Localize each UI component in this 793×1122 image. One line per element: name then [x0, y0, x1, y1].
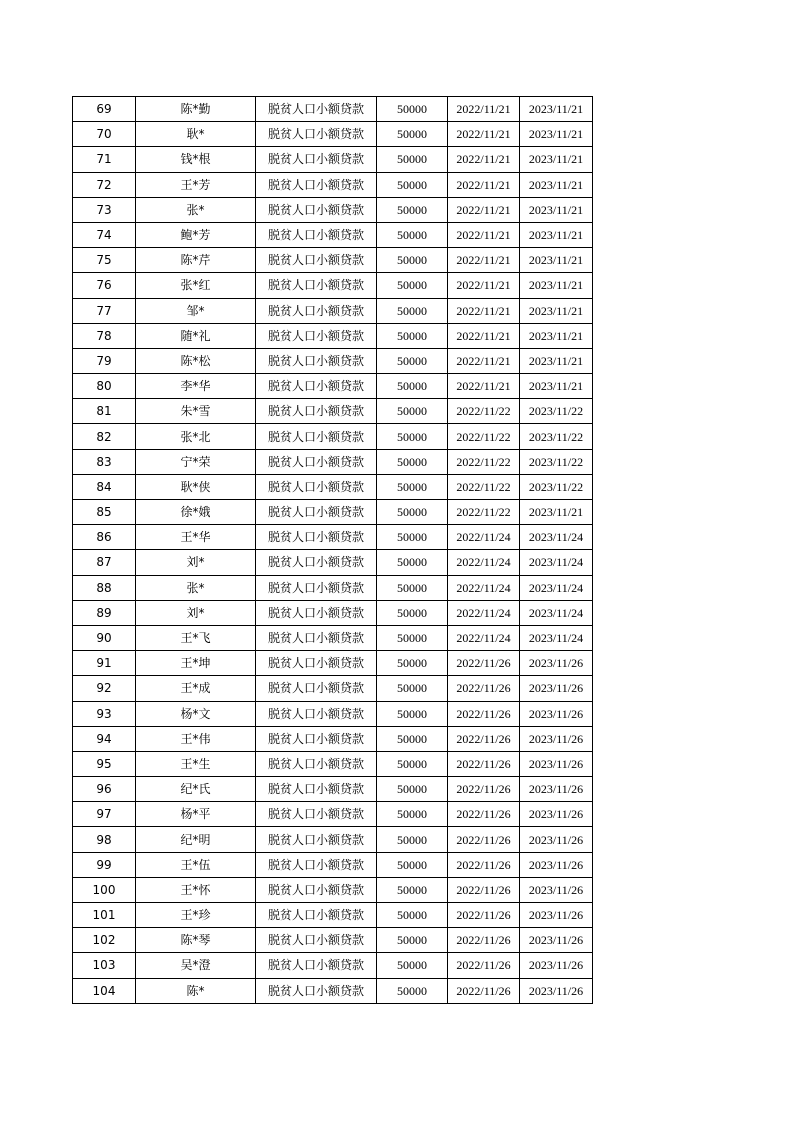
loan-type-cell: 脱贫人口小额贷款	[256, 726, 377, 751]
end-date-cell: 2023/11/21	[520, 122, 593, 147]
row-number-cell: 75	[73, 248, 136, 273]
loan-table-body	[73, 97, 593, 1004]
loan-type-cell: 脱贫人口小额贷款	[256, 827, 377, 852]
borrower-name-cell: 耿*侠	[136, 474, 256, 499]
end-date-cell: 2023/11/26	[520, 877, 593, 902]
borrower-name-cell: 张*北	[136, 424, 256, 449]
loan-type-cell: 脱贫人口小额贷款	[256, 500, 377, 525]
loan-amount-cell: 50000	[377, 827, 448, 852]
table-row	[73, 903, 593, 928]
table-row	[73, 550, 593, 575]
end-date-cell: 2023/11/26	[520, 827, 593, 852]
table-row	[73, 625, 593, 650]
loan-type-cell: 脱贫人口小额贷款	[256, 751, 377, 776]
loan-amount-cell: 50000	[377, 222, 448, 247]
table-row	[73, 676, 593, 701]
end-date-cell: 2023/11/26	[520, 903, 593, 928]
loan-type-cell: 脱贫人口小额贷款	[256, 575, 377, 600]
start-date-cell: 2022/11/26	[448, 953, 520, 978]
start-date-cell: 2022/11/21	[448, 197, 520, 222]
loan-type-cell: 脱贫人口小额贷款	[256, 374, 377, 399]
loan-type-cell: 脱贫人口小额贷款	[256, 348, 377, 373]
loan-type-cell: 脱贫人口小额贷款	[256, 424, 377, 449]
start-date-cell: 2022/11/22	[448, 500, 520, 525]
row-number-cell: 74	[73, 222, 136, 247]
row-number-cell: 93	[73, 701, 136, 726]
loan-amount-cell: 50000	[377, 122, 448, 147]
loan-amount-cell: 50000	[377, 676, 448, 701]
row-number-cell: 99	[73, 852, 136, 877]
row-number-cell: 88	[73, 575, 136, 600]
loan-amount-cell: 50000	[377, 978, 448, 1003]
table-row	[73, 726, 593, 751]
start-date-cell: 2022/11/21	[448, 323, 520, 348]
row-number-cell: 72	[73, 172, 136, 197]
table-row	[73, 374, 593, 399]
loan-type-cell: 脱贫人口小额贷款	[256, 802, 377, 827]
end-date-cell: 2023/11/26	[520, 852, 593, 877]
loan-type-cell: 脱贫人口小额贷款	[256, 928, 377, 953]
row-number-cell: 100	[73, 877, 136, 902]
loan-amount-cell: 50000	[377, 600, 448, 625]
end-date-cell: 2023/11/24	[520, 575, 593, 600]
end-date-cell: 2023/11/21	[520, 248, 593, 273]
end-date-cell: 2023/11/22	[520, 449, 593, 474]
loan-type-cell: 脱贫人口小额贷款	[256, 122, 377, 147]
loan-amount-cell: 50000	[377, 97, 448, 122]
table-row	[73, 298, 593, 323]
start-date-cell: 2022/11/26	[448, 978, 520, 1003]
table-row	[73, 827, 593, 852]
end-date-cell: 2023/11/22	[520, 424, 593, 449]
end-date-cell: 2023/11/22	[520, 474, 593, 499]
loan-type-cell: 脱贫人口小额贷款	[256, 147, 377, 172]
borrower-name-cell: 李*华	[136, 374, 256, 399]
row-number-cell: 102	[73, 928, 136, 953]
start-date-cell: 2022/11/26	[448, 751, 520, 776]
loan-type-cell: 脱贫人口小额贷款	[256, 248, 377, 273]
row-number-cell: 89	[73, 600, 136, 625]
table-row	[73, 97, 593, 122]
end-date-cell: 2023/11/26	[520, 978, 593, 1003]
loan-type-cell: 脱贫人口小额贷款	[256, 903, 377, 928]
end-date-cell: 2023/11/26	[520, 651, 593, 676]
end-date-cell: 2023/11/21	[520, 222, 593, 247]
end-date-cell: 2023/11/21	[520, 172, 593, 197]
loan-type-cell: 脱贫人口小额贷款	[256, 651, 377, 676]
start-date-cell: 2022/11/21	[448, 348, 520, 373]
loan-type-cell: 脱贫人口小额贷款	[256, 877, 377, 902]
loan-amount-cell: 50000	[377, 625, 448, 650]
loan-amount-cell: 50000	[377, 147, 448, 172]
start-date-cell: 2022/11/26	[448, 802, 520, 827]
end-date-cell: 2023/11/24	[520, 600, 593, 625]
loan-type-cell: 脱贫人口小额贷款	[256, 97, 377, 122]
loan-type-cell: 脱贫人口小额贷款	[256, 550, 377, 575]
borrower-name-cell: 王*珍	[136, 903, 256, 928]
row-number-cell: 71	[73, 147, 136, 172]
start-date-cell: 2022/11/21	[448, 248, 520, 273]
loan-amount-cell: 50000	[377, 197, 448, 222]
loan-amount-cell: 50000	[377, 953, 448, 978]
borrower-name-cell: 陈*松	[136, 348, 256, 373]
borrower-name-cell: 杨*文	[136, 701, 256, 726]
loan-amount-cell: 50000	[377, 500, 448, 525]
end-date-cell: 2023/11/21	[520, 197, 593, 222]
row-number-cell: 104	[73, 978, 136, 1003]
borrower-name-cell: 陈*勤	[136, 97, 256, 122]
borrower-name-cell: 鲍*芳	[136, 222, 256, 247]
row-number-cell: 83	[73, 449, 136, 474]
end-date-cell: 2023/11/22	[520, 399, 593, 424]
end-date-cell: 2023/11/24	[520, 550, 593, 575]
loan-amount-cell: 50000	[377, 248, 448, 273]
loan-table-page	[72, 96, 593, 1004]
row-number-cell: 92	[73, 676, 136, 701]
row-number-cell: 70	[73, 122, 136, 147]
borrower-name-cell: 杨*平	[136, 802, 256, 827]
table-row	[73, 575, 593, 600]
loan-type-cell: 脱贫人口小额贷款	[256, 474, 377, 499]
row-number-cell: 103	[73, 953, 136, 978]
end-date-cell: 2023/11/26	[520, 726, 593, 751]
start-date-cell: 2022/11/21	[448, 374, 520, 399]
table-row	[73, 600, 593, 625]
borrower-name-cell: 王*伟	[136, 726, 256, 751]
row-number-cell: 80	[73, 374, 136, 399]
borrower-name-cell: 王*怀	[136, 877, 256, 902]
loan-amount-cell: 50000	[377, 172, 448, 197]
row-number-cell: 96	[73, 777, 136, 802]
loan-type-cell: 脱贫人口小额贷款	[256, 701, 377, 726]
start-date-cell: 2022/11/26	[448, 827, 520, 852]
loan-amount-cell: 50000	[377, 525, 448, 550]
borrower-name-cell: 邹*	[136, 298, 256, 323]
loan-amount-cell: 50000	[377, 903, 448, 928]
start-date-cell: 2022/11/26	[448, 726, 520, 751]
row-number-cell: 82	[73, 424, 136, 449]
row-number-cell: 94	[73, 726, 136, 751]
loan-amount-cell: 50000	[377, 777, 448, 802]
borrower-name-cell: 陈*芹	[136, 248, 256, 273]
start-date-cell: 2022/11/21	[448, 122, 520, 147]
end-date-cell: 2023/11/21	[520, 147, 593, 172]
start-date-cell: 2022/11/24	[448, 625, 520, 650]
borrower-name-cell: 纪*明	[136, 827, 256, 852]
table-row	[73, 474, 593, 499]
loan-amount-cell: 50000	[377, 575, 448, 600]
table-row	[73, 852, 593, 877]
row-number-cell: 97	[73, 802, 136, 827]
borrower-name-cell: 宁*荣	[136, 449, 256, 474]
borrower-name-cell: 王*坤	[136, 651, 256, 676]
loan-amount-cell: 50000	[377, 651, 448, 676]
row-number-cell: 77	[73, 298, 136, 323]
start-date-cell: 2022/11/21	[448, 97, 520, 122]
start-date-cell: 2022/11/26	[448, 903, 520, 928]
table-row	[73, 449, 593, 474]
borrower-name-cell: 王*飞	[136, 625, 256, 650]
end-date-cell: 2023/11/26	[520, 802, 593, 827]
end-date-cell: 2023/11/21	[520, 97, 593, 122]
table-row	[73, 122, 593, 147]
loan-type-cell: 脱贫人口小额贷款	[256, 852, 377, 877]
row-number-cell: 84	[73, 474, 136, 499]
start-date-cell: 2022/11/21	[448, 273, 520, 298]
table-row	[73, 399, 593, 424]
borrower-name-cell: 刘*	[136, 550, 256, 575]
loan-amount-cell: 50000	[377, 449, 448, 474]
start-date-cell: 2022/11/24	[448, 600, 520, 625]
loan-type-cell: 脱贫人口小额贷款	[256, 197, 377, 222]
start-date-cell: 2022/11/24	[448, 525, 520, 550]
end-date-cell: 2023/11/21	[520, 323, 593, 348]
row-number-cell: 98	[73, 827, 136, 852]
start-date-cell: 2022/11/22	[448, 399, 520, 424]
loan-type-cell: 脱贫人口小额贷款	[256, 273, 377, 298]
start-date-cell: 2022/11/21	[448, 298, 520, 323]
loan-type-cell: 脱贫人口小额贷款	[256, 399, 377, 424]
borrower-name-cell: 张*	[136, 575, 256, 600]
loan-amount-cell: 50000	[377, 550, 448, 575]
loan-type-cell: 脱贫人口小额贷款	[256, 323, 377, 348]
loan-amount-cell: 50000	[377, 323, 448, 348]
table-row	[73, 197, 593, 222]
end-date-cell: 2023/11/26	[520, 777, 593, 802]
end-date-cell: 2023/11/26	[520, 676, 593, 701]
table-row	[73, 953, 593, 978]
table-row	[73, 222, 593, 247]
loan-type-cell: 脱贫人口小额贷款	[256, 298, 377, 323]
loan-type-cell: 脱贫人口小额贷款	[256, 525, 377, 550]
table-row	[73, 777, 593, 802]
loan-amount-cell: 50000	[377, 852, 448, 877]
table-row	[73, 500, 593, 525]
loan-amount-cell: 50000	[377, 424, 448, 449]
end-date-cell: 2023/11/21	[520, 374, 593, 399]
table-row	[73, 928, 593, 953]
row-number-cell: 69	[73, 97, 136, 122]
table-row	[73, 424, 593, 449]
table-row	[73, 525, 593, 550]
borrower-name-cell: 钱*根	[136, 147, 256, 172]
borrower-name-cell: 朱*雪	[136, 399, 256, 424]
start-date-cell: 2022/11/24	[448, 550, 520, 575]
loan-amount-cell: 50000	[377, 298, 448, 323]
end-date-cell: 2023/11/21	[520, 273, 593, 298]
loan-type-cell: 脱贫人口小额贷款	[256, 978, 377, 1003]
row-number-cell: 85	[73, 500, 136, 525]
table-row	[73, 751, 593, 776]
row-number-cell: 90	[73, 625, 136, 650]
loan-type-cell: 脱贫人口小额贷款	[256, 953, 377, 978]
borrower-name-cell: 陈*琴	[136, 928, 256, 953]
table-row	[73, 172, 593, 197]
table-row	[73, 802, 593, 827]
borrower-name-cell: 王*华	[136, 525, 256, 550]
loan-type-cell: 脱贫人口小额贷款	[256, 625, 377, 650]
borrower-name-cell: 陈*	[136, 978, 256, 1003]
table-row	[73, 147, 593, 172]
table-row	[73, 701, 593, 726]
row-number-cell: 87	[73, 550, 136, 575]
loan-amount-cell: 50000	[377, 701, 448, 726]
start-date-cell: 2022/11/21	[448, 147, 520, 172]
start-date-cell: 2022/11/24	[448, 575, 520, 600]
row-number-cell: 95	[73, 751, 136, 776]
loan-amount-cell: 50000	[377, 273, 448, 298]
start-date-cell: 2022/11/26	[448, 877, 520, 902]
table-row	[73, 248, 593, 273]
end-date-cell: 2023/11/26	[520, 701, 593, 726]
end-date-cell: 2023/11/21	[520, 500, 593, 525]
end-date-cell: 2023/11/26	[520, 751, 593, 776]
borrower-name-cell: 王*伍	[136, 852, 256, 877]
loan-type-cell: 脱贫人口小额贷款	[256, 222, 377, 247]
start-date-cell: 2022/11/26	[448, 651, 520, 676]
table-row	[73, 348, 593, 373]
borrower-name-cell: 张*红	[136, 273, 256, 298]
row-number-cell: 79	[73, 348, 136, 373]
row-number-cell: 73	[73, 197, 136, 222]
loan-amount-cell: 50000	[377, 474, 448, 499]
row-number-cell: 78	[73, 323, 136, 348]
end-date-cell: 2023/11/26	[520, 953, 593, 978]
start-date-cell: 2022/11/22	[448, 474, 520, 499]
borrower-name-cell: 随*礼	[136, 323, 256, 348]
start-date-cell: 2022/11/22	[448, 449, 520, 474]
start-date-cell: 2022/11/21	[448, 222, 520, 247]
row-number-cell: 86	[73, 525, 136, 550]
loan-amount-cell: 50000	[377, 348, 448, 373]
loan-amount-cell: 50000	[377, 374, 448, 399]
end-date-cell: 2023/11/21	[520, 348, 593, 373]
start-date-cell: 2022/11/26	[448, 928, 520, 953]
borrower-name-cell: 纪*氏	[136, 777, 256, 802]
loan-type-cell: 脱贫人口小额贷款	[256, 777, 377, 802]
borrower-name-cell: 王*成	[136, 676, 256, 701]
row-number-cell: 91	[73, 651, 136, 676]
table-row	[73, 978, 593, 1003]
loan-type-cell: 脱贫人口小额贷款	[256, 676, 377, 701]
loan-type-cell: 脱贫人口小额贷款	[256, 172, 377, 197]
start-date-cell: 2022/11/26	[448, 852, 520, 877]
borrower-name-cell: 王*生	[136, 751, 256, 776]
end-date-cell: 2023/11/24	[520, 525, 593, 550]
row-number-cell: 81	[73, 399, 136, 424]
loan-type-cell: 脱贫人口小额贷款	[256, 600, 377, 625]
loan-amount-cell: 50000	[377, 726, 448, 751]
loan-amount-cell: 50000	[377, 802, 448, 827]
start-date-cell: 2022/11/26	[448, 777, 520, 802]
table-row	[73, 877, 593, 902]
borrower-name-cell: 张*	[136, 197, 256, 222]
start-date-cell: 2022/11/21	[448, 172, 520, 197]
loan-table	[72, 96, 593, 1004]
end-date-cell: 2023/11/21	[520, 298, 593, 323]
borrower-name-cell: 徐*娥	[136, 500, 256, 525]
loan-amount-cell: 50000	[377, 928, 448, 953]
start-date-cell: 2022/11/26	[448, 701, 520, 726]
end-date-cell: 2023/11/26	[520, 928, 593, 953]
borrower-name-cell: 刘*	[136, 600, 256, 625]
loan-amount-cell: 50000	[377, 751, 448, 776]
loan-amount-cell: 50000	[377, 877, 448, 902]
start-date-cell: 2022/11/22	[448, 424, 520, 449]
start-date-cell: 2022/11/26	[448, 676, 520, 701]
table-row	[73, 323, 593, 348]
row-number-cell: 76	[73, 273, 136, 298]
end-date-cell: 2023/11/24	[520, 625, 593, 650]
table-row	[73, 273, 593, 298]
loan-type-cell: 脱贫人口小额贷款	[256, 449, 377, 474]
borrower-name-cell: 吴*澄	[136, 953, 256, 978]
table-row	[73, 651, 593, 676]
row-number-cell: 101	[73, 903, 136, 928]
borrower-name-cell: 耿*	[136, 122, 256, 147]
borrower-name-cell: 王*芳	[136, 172, 256, 197]
loan-amount-cell: 50000	[377, 399, 448, 424]
